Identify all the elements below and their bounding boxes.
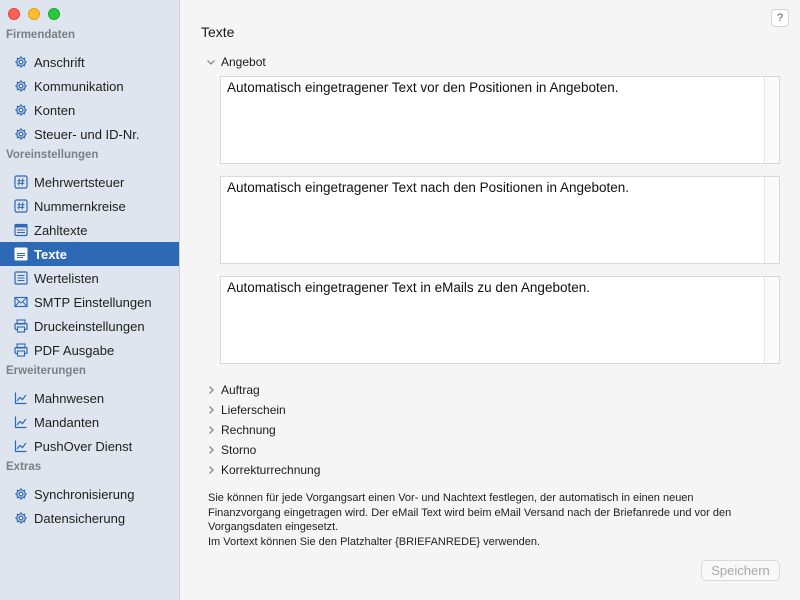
sidebar-item-druckeinstellungen[interactable] bbox=[0, 314, 179, 338]
sidebar-item-label: Zahltexte bbox=[34, 222, 88, 238]
disclosure-label: Rechnung bbox=[221, 423, 276, 437]
chart-icon bbox=[14, 415, 28, 429]
chevron-right-icon bbox=[205, 444, 217, 456]
window-controls bbox=[8, 8, 60, 20]
scrollbar[interactable] bbox=[764, 77, 779, 163]
textbox-content: Automatisch eingetragener Text in eMails zu den Angeboten. bbox=[227, 280, 590, 295]
chart-icon bbox=[14, 439, 28, 453]
zoom-window-button[interactable] bbox=[48, 8, 60, 20]
sidebar-item-anschrift[interactable] bbox=[0, 50, 179, 74]
info-line: Im Vortext können Sie den Platzhalter {BRIEFANREDE} verwenden. bbox=[208, 535, 541, 548]
sidebar-item-kommunikation[interactable] bbox=[0, 74, 179, 98]
page-title: Texte bbox=[201, 24, 235, 40]
sidebar-item-label: Mehrwertsteuer bbox=[34, 174, 125, 190]
scrollbar[interactable] bbox=[764, 277, 779, 363]
info-line: Sie können für jede Vorgangsart einen Vor- und Nachtext festlegen, der automatisch in einen neuen bbox=[208, 492, 694, 504]
sidebar-item-label: PDF Ausgabe bbox=[34, 342, 115, 358]
sidebar-item-datensicherung[interactable] bbox=[0, 506, 179, 530]
info-line: Vorgangsdaten eingesetzt. bbox=[208, 521, 339, 533]
printer-icon bbox=[14, 319, 28, 333]
disclosure-label: Angebot bbox=[221, 55, 266, 69]
list-icon bbox=[14, 271, 28, 285]
sidebar-item-mehrwertsteuer[interactable] bbox=[0, 170, 179, 194]
sidebar-item-label: Nummernkreise bbox=[34, 198, 126, 214]
sidebar-item-label: PushOver Dienst bbox=[34, 438, 133, 454]
gear-icon bbox=[14, 511, 28, 525]
disclosure-korrekturrechnung[interactable] bbox=[205, 463, 320, 477]
sidebar-item-label: Steuer- und ID-Nr. bbox=[34, 126, 140, 142]
chevron-right-icon bbox=[205, 384, 217, 396]
chevron-right-icon bbox=[205, 424, 217, 436]
sidebar-item-steuer-und-id-nr[interactable] bbox=[0, 122, 179, 146]
help-button[interactable]: ? bbox=[771, 9, 789, 27]
sidebar-item-label: Konten bbox=[34, 102, 76, 118]
main-panel bbox=[181, 0, 800, 600]
sidebar-item-pdf-ausgabe[interactable] bbox=[0, 338, 179, 362]
gear-icon bbox=[14, 487, 28, 501]
window-icon bbox=[14, 223, 28, 237]
document-icon bbox=[14, 247, 28, 261]
sidebar-nav bbox=[0, 26, 179, 530]
info-line: Finanzvorgang eingetragen wird. Der eMail Text wird beim eMail Versand nach der Briefanrede und vor den bbox=[208, 506, 732, 519]
sidebar-section-header: Voreinstellungen bbox=[6, 149, 99, 161]
chevron-right-icon bbox=[205, 464, 217, 476]
minimize-window-button[interactable] bbox=[28, 8, 40, 20]
sidebar-section-header: Erweiterungen bbox=[6, 365, 86, 377]
sidebar-item-label: Wertelisten bbox=[34, 270, 99, 286]
disclosure-rechnung[interactable] bbox=[205, 423, 276, 437]
sidebar-item-pushover-dienst[interactable] bbox=[0, 434, 179, 458]
sidebar-item-smtp-einstellungen[interactable] bbox=[0, 290, 179, 314]
scrollbar[interactable] bbox=[764, 177, 779, 263]
sidebar-item-label: Texte bbox=[34, 246, 67, 262]
angebot-email-text-field[interactable] bbox=[220, 276, 780, 364]
sidebar-item-label: Synchronisierung bbox=[34, 486, 135, 502]
sidebar-item-mahnwesen[interactable] bbox=[0, 386, 179, 410]
sidebar-item-label: Mandanten bbox=[34, 414, 100, 430]
disclosure-storno[interactable] bbox=[205, 443, 256, 457]
angebot-vortext-field[interactable] bbox=[220, 76, 780, 164]
gear-icon bbox=[14, 79, 28, 93]
info-text bbox=[208, 491, 778, 549]
sidebar-item-texte[interactable] bbox=[0, 242, 179, 266]
sidebar-item-label: Datensicherung bbox=[34, 510, 126, 526]
sidebar-item-label: Druckeinstellungen bbox=[34, 318, 145, 334]
sidebar-item-wertelisten[interactable] bbox=[0, 266, 179, 290]
disclosure-angebot[interactable] bbox=[205, 55, 266, 69]
textbox-content: Automatisch eingetragener Text vor den Positionen in Angeboten. bbox=[227, 80, 619, 95]
disclosure-label: Storno bbox=[221, 443, 257, 457]
disclosure-label: Auftrag bbox=[221, 383, 260, 397]
gear-icon bbox=[14, 127, 28, 141]
envelope-icon bbox=[14, 295, 28, 309]
printer-icon bbox=[14, 343, 28, 357]
gear-icon bbox=[14, 55, 28, 69]
disclosure-lieferschein[interactable] bbox=[205, 403, 286, 417]
sidebar-item-zahltexte[interactable] bbox=[0, 218, 179, 242]
angebot-nachtext-field[interactable] bbox=[220, 176, 780, 264]
hash-icon bbox=[14, 199, 28, 213]
sidebar-section-header: Extras bbox=[6, 461, 42, 473]
chevron-right-icon bbox=[205, 404, 217, 416]
chevron-down-icon bbox=[205, 56, 217, 68]
chart-icon bbox=[14, 391, 28, 405]
disclosure-label: Lieferschein bbox=[221, 403, 286, 417]
sidebar-item-synchronisierung[interactable] bbox=[0, 482, 179, 506]
close-window-button[interactable] bbox=[8, 8, 20, 20]
sidebar bbox=[0, 0, 180, 600]
save-button[interactable]: Speichern bbox=[701, 560, 780, 581]
sidebar-item-label: SMTP Einstellungen bbox=[34, 294, 152, 310]
sidebar-item-label: Kommunikation bbox=[34, 78, 124, 94]
sidebar-item-nummernkreise[interactable] bbox=[0, 194, 179, 218]
sidebar-item-label: Mahnwesen bbox=[34, 390, 105, 406]
sidebar-item-mandanten[interactable] bbox=[0, 410, 179, 434]
hash-icon bbox=[14, 175, 28, 189]
disclosure-auftrag[interactable] bbox=[205, 383, 260, 397]
sidebar-section-header: Firmendaten bbox=[6, 29, 76, 41]
sidebar-item-konten[interactable] bbox=[0, 98, 179, 122]
textbox-content: Automatisch eingetragener Text nach den Positionen in Angeboten. bbox=[227, 180, 630, 195]
disclosure-label: Korrekturrechnung bbox=[221, 463, 321, 477]
gear-icon bbox=[14, 103, 28, 117]
sidebar-item-label: Anschrift bbox=[34, 54, 85, 70]
